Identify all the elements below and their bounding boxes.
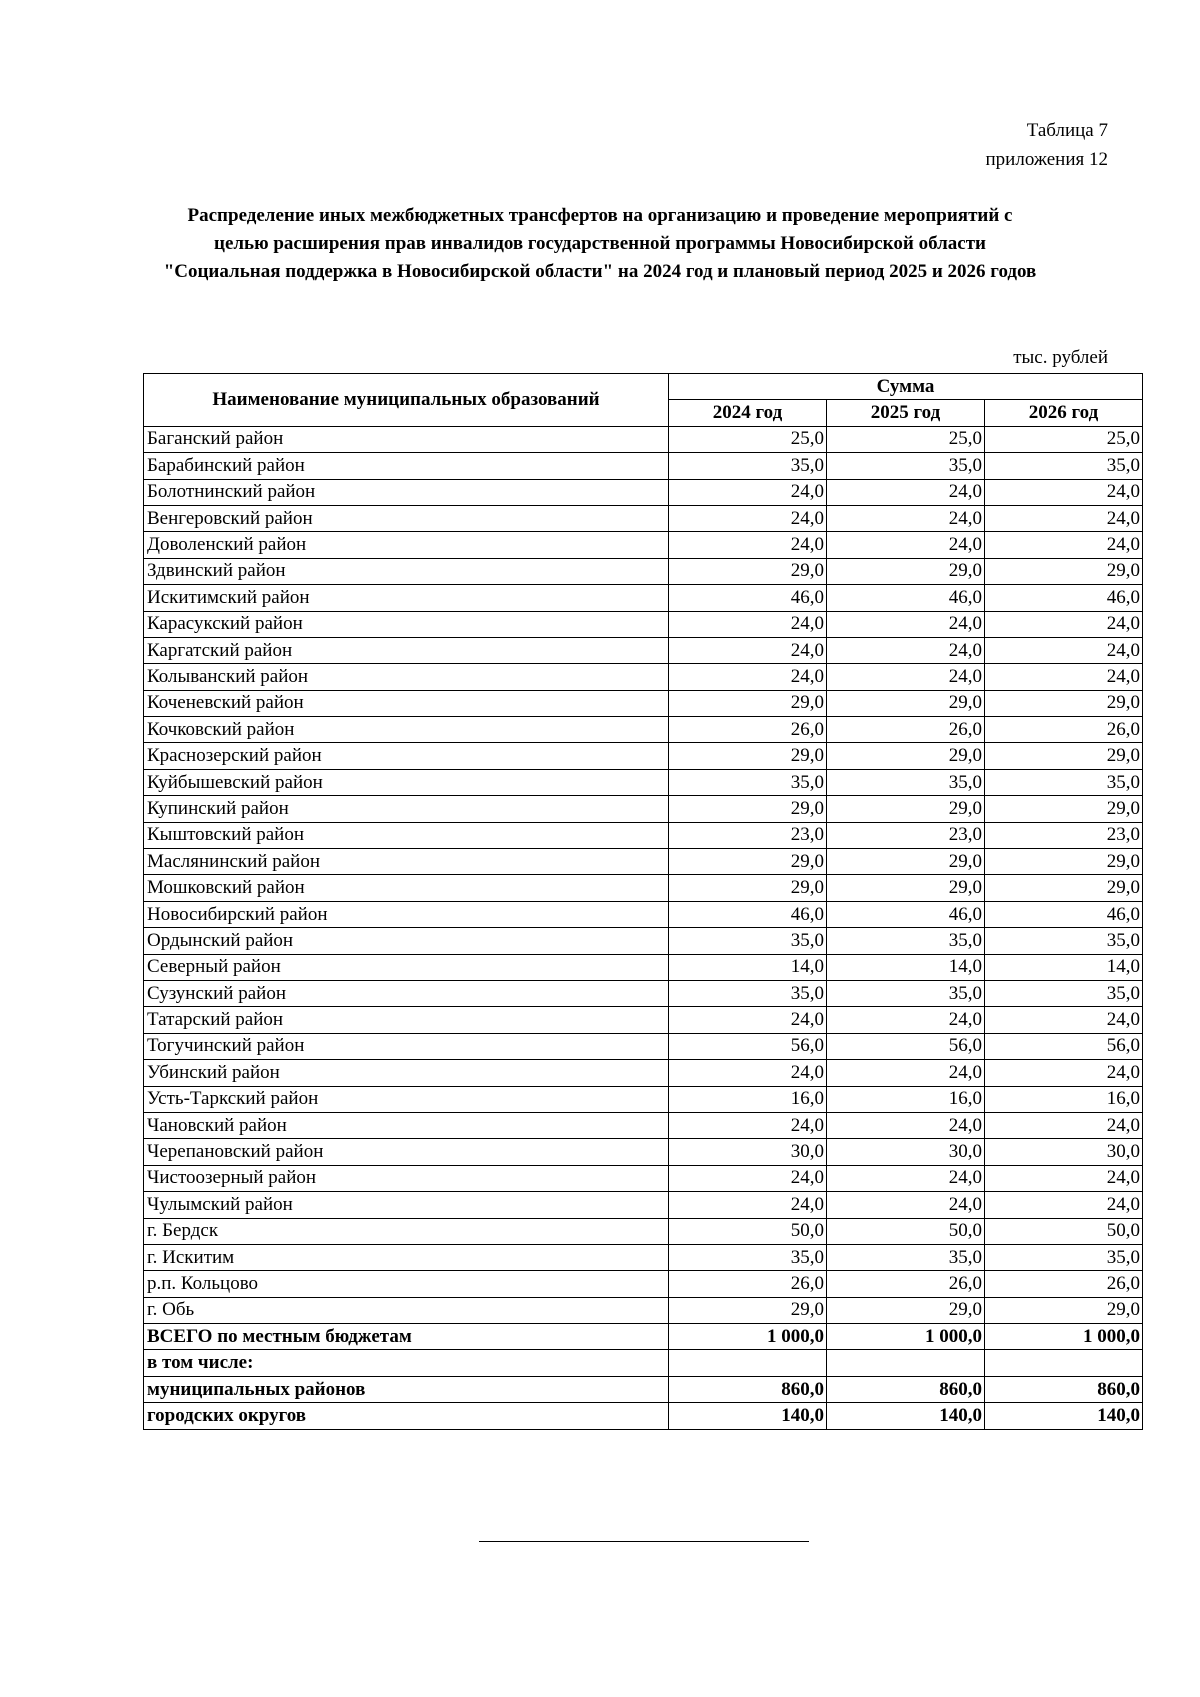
- table-row: [144, 743, 1143, 769]
- amount-cell: 26,0: [669, 717, 827, 743]
- amount-cell: 24,0: [669, 1112, 827, 1138]
- amount-cell: 24,0: [669, 532, 827, 558]
- table-row: [144, 1112, 1143, 1138]
- table-row: [144, 532, 1143, 558]
- amount-cell: 24,0: [985, 664, 1143, 690]
- amount-cell: 29,0: [985, 558, 1143, 584]
- amount-cell: 46,0: [827, 585, 985, 611]
- header-year-2025: 2025 год: [827, 400, 985, 426]
- table-row: [144, 1218, 1143, 1244]
- amount-cell: 29,0: [827, 558, 985, 584]
- table-row: [144, 1376, 1143, 1402]
- amount-cell: 24,0: [669, 1165, 827, 1191]
- municipality-name: Чистоозерный район: [144, 1165, 669, 1191]
- municipality-name: Куйбышевский район: [144, 769, 669, 795]
- municipality-name: Кыштовский район: [144, 822, 669, 848]
- municipality-name: городских округов: [144, 1403, 669, 1429]
- table-row: [144, 1060, 1143, 1086]
- table-row: [144, 717, 1143, 743]
- municipality-name: Болотнинский район: [144, 479, 669, 505]
- amount-cell: 1 000,0: [827, 1324, 985, 1350]
- amount-cell: 29,0: [827, 690, 985, 716]
- amount-cell: 23,0: [985, 822, 1143, 848]
- municipality-name: Чулымский район: [144, 1192, 669, 1218]
- amount-cell: 24,0: [985, 1112, 1143, 1138]
- municipality-name: Ордынский район: [144, 928, 669, 954]
- amount-cell: 30,0: [669, 1139, 827, 1165]
- title-line: "Социальная поддержка в Новосибирской области" на 2024 год и плановый период 2025 и 2026 годов: [163, 261, 1037, 282]
- municipality-name: Искитимский район: [144, 585, 669, 611]
- amount-cell: 24,0: [985, 1165, 1143, 1191]
- municipality-name: р.п. Кольцово: [144, 1271, 669, 1297]
- amount-cell: 29,0: [669, 558, 827, 584]
- amount-cell: 46,0: [669, 901, 827, 927]
- units-label: тыс. рублей: [1013, 347, 1108, 368]
- amount-cell: 56,0: [669, 1033, 827, 1059]
- amount-cell: [985, 1350, 1143, 1376]
- amount-cell: [669, 1350, 827, 1376]
- table-row: [144, 769, 1143, 795]
- header-year-2024: 2024 год: [669, 400, 827, 426]
- municipality-name: в том числе:: [144, 1350, 669, 1376]
- header-municipality: Наименование муниципальных образований: [144, 374, 669, 427]
- amount-cell: 860,0: [669, 1376, 827, 1402]
- table-row: [144, 558, 1143, 584]
- header-sum: Сумма: [669, 374, 1143, 400]
- amount-cell: 24,0: [827, 611, 985, 637]
- amount-cell: 25,0: [827, 426, 985, 452]
- amount-cell: 35,0: [827, 453, 985, 479]
- municipality-name: Татарский район: [144, 1007, 669, 1033]
- table-row: [144, 1271, 1143, 1297]
- municipality-name: Маслянинский район: [144, 849, 669, 875]
- table-row: [144, 1297, 1143, 1323]
- amount-cell: 35,0: [827, 980, 985, 1006]
- amount-cell: 29,0: [669, 743, 827, 769]
- amount-cell: 24,0: [985, 611, 1143, 637]
- table-row: [144, 1033, 1143, 1059]
- municipality-name: Кочковский район: [144, 717, 669, 743]
- amount-cell: 35,0: [669, 1244, 827, 1270]
- amount-cell: 35,0: [827, 769, 985, 795]
- amount-cell: 24,0: [827, 505, 985, 531]
- amount-cell: 29,0: [827, 875, 985, 901]
- amount-cell: 1 000,0: [669, 1324, 827, 1350]
- amount-cell: 50,0: [827, 1218, 985, 1244]
- amount-cell: 24,0: [827, 637, 985, 663]
- table-row: [144, 453, 1143, 479]
- amount-cell: 24,0: [985, 1007, 1143, 1033]
- table-row: [144, 822, 1143, 848]
- amount-cell: 50,0: [669, 1218, 827, 1244]
- amount-cell: 46,0: [827, 901, 985, 927]
- municipality-name: Каргатский район: [144, 637, 669, 663]
- amount-cell: 24,0: [985, 532, 1143, 558]
- amount-cell: 24,0: [827, 664, 985, 690]
- document-title: [130, 202, 1070, 286]
- amount-cell: 24,0: [669, 479, 827, 505]
- amount-cell: 860,0: [827, 1376, 985, 1402]
- amount-cell: 35,0: [985, 769, 1143, 795]
- municipality-name: г. Бердск: [144, 1218, 669, 1244]
- table-row: [144, 1350, 1143, 1376]
- municipality-name: г. Обь: [144, 1297, 669, 1323]
- amount-cell: 24,0: [985, 479, 1143, 505]
- amount-cell: 24,0: [669, 611, 827, 637]
- amount-cell: 14,0: [827, 954, 985, 980]
- municipality-name: Венгеровский район: [144, 505, 669, 531]
- header-year-2026: 2026 год: [985, 400, 1143, 426]
- distribution-table: [143, 373, 1143, 1430]
- amount-cell: 25,0: [669, 426, 827, 452]
- amount-cell: 860,0: [985, 1376, 1143, 1402]
- municipality-name: муниципальных районов: [144, 1376, 669, 1402]
- amount-cell: 29,0: [669, 690, 827, 716]
- amount-cell: 46,0: [985, 585, 1143, 611]
- amount-cell: 29,0: [669, 849, 827, 875]
- amount-cell: 24,0: [669, 637, 827, 663]
- table-row: [144, 980, 1143, 1006]
- amount-cell: 14,0: [985, 954, 1143, 980]
- municipality-name: Доволенский район: [144, 532, 669, 558]
- table-row: [144, 928, 1143, 954]
- amount-cell: 56,0: [827, 1033, 985, 1059]
- municipality-name: Мошковский район: [144, 875, 669, 901]
- amount-cell: 25,0: [985, 426, 1143, 452]
- municipality-name: Убинский район: [144, 1060, 669, 1086]
- amount-cell: 24,0: [669, 505, 827, 531]
- table-row: [144, 611, 1143, 637]
- amount-cell: 24,0: [827, 1165, 985, 1191]
- table-row: [144, 1139, 1143, 1165]
- municipality-name: г. Искитим: [144, 1244, 669, 1270]
- municipality-name: Купинский район: [144, 796, 669, 822]
- amount-cell: 26,0: [827, 717, 985, 743]
- amount-cell: 26,0: [985, 717, 1143, 743]
- amount-cell: 29,0: [985, 849, 1143, 875]
- amount-cell: 26,0: [669, 1271, 827, 1297]
- amount-cell: 29,0: [669, 875, 827, 901]
- municipality-name: Черепановский район: [144, 1139, 669, 1165]
- amount-cell: 29,0: [827, 849, 985, 875]
- municipality-name: Усть-Таркский район: [144, 1086, 669, 1112]
- table-row: [144, 637, 1143, 663]
- table-row: [144, 1192, 1143, 1218]
- amount-cell: 29,0: [827, 743, 985, 769]
- amount-cell: 24,0: [827, 1060, 985, 1086]
- table-row: [144, 1165, 1143, 1191]
- amount-cell: [827, 1350, 985, 1376]
- amount-cell: 30,0: [827, 1139, 985, 1165]
- amount-cell: 24,0: [827, 1112, 985, 1138]
- title-line: Распределение иных межбюджетных трансфертов на организацию и проведение мероприятий с: [187, 205, 1013, 226]
- amount-cell: 35,0: [669, 928, 827, 954]
- amount-cell: 29,0: [669, 1297, 827, 1323]
- amount-cell: 24,0: [669, 1060, 827, 1086]
- amount-cell: 24,0: [985, 637, 1143, 663]
- amount-cell: 140,0: [669, 1403, 827, 1429]
- appendix-caption: приложения 12: [985, 149, 1108, 170]
- municipality-name: Краснозерский район: [144, 743, 669, 769]
- amount-cell: 50,0: [985, 1218, 1143, 1244]
- table-row: [144, 1403, 1143, 1429]
- municipality-name: ВСЕГО по местным бюджетам: [144, 1324, 669, 1350]
- amount-cell: 24,0: [827, 1007, 985, 1033]
- table-row: [144, 796, 1143, 822]
- amount-cell: 35,0: [827, 928, 985, 954]
- municipality-name: Здвинский район: [144, 558, 669, 584]
- table-row: [144, 426, 1143, 452]
- municipality-name: Баганский район: [144, 426, 669, 452]
- municipality-name: Барабинский район: [144, 453, 669, 479]
- amount-cell: 35,0: [985, 928, 1143, 954]
- municipality-name: Колыванский район: [144, 664, 669, 690]
- amount-cell: 29,0: [827, 1297, 985, 1323]
- amount-cell: 14,0: [669, 954, 827, 980]
- municipality-name: Карасукский район: [144, 611, 669, 637]
- amount-cell: 35,0: [985, 980, 1143, 1006]
- amount-cell: 24,0: [827, 1192, 985, 1218]
- table-row: [144, 690, 1143, 716]
- amount-cell: 24,0: [827, 479, 985, 505]
- amount-cell: 24,0: [985, 505, 1143, 531]
- amount-cell: 26,0: [827, 1271, 985, 1297]
- amount-cell: 1 000,0: [985, 1324, 1143, 1350]
- amount-cell: 29,0: [985, 690, 1143, 716]
- amount-cell: 46,0: [669, 585, 827, 611]
- amount-cell: 35,0: [669, 980, 827, 1006]
- municipality-name: Сузунский район: [144, 980, 669, 1006]
- amount-cell: 29,0: [985, 743, 1143, 769]
- table-row: [144, 1007, 1143, 1033]
- municipality-name: Чановский район: [144, 1112, 669, 1138]
- table-row: [144, 875, 1143, 901]
- amount-cell: 23,0: [827, 822, 985, 848]
- amount-cell: 35,0: [985, 1244, 1143, 1270]
- amount-cell: 29,0: [669, 796, 827, 822]
- table-row: [144, 901, 1143, 927]
- table-body: [144, 426, 1143, 1429]
- amount-cell: 26,0: [985, 1271, 1143, 1297]
- table-row: [144, 505, 1143, 531]
- amount-cell: 140,0: [827, 1403, 985, 1429]
- municipality-name: Новосибирский район: [144, 901, 669, 927]
- amount-cell: 24,0: [985, 1192, 1143, 1218]
- amount-cell: 35,0: [985, 453, 1143, 479]
- amount-cell: 35,0: [827, 1244, 985, 1270]
- amount-cell: 16,0: [669, 1086, 827, 1112]
- table-number-caption: Таблица 7: [1026, 120, 1108, 141]
- table-row: [144, 479, 1143, 505]
- amount-cell: 140,0: [985, 1403, 1143, 1429]
- amount-cell: 56,0: [985, 1033, 1143, 1059]
- amount-cell: 29,0: [985, 875, 1143, 901]
- amount-cell: 24,0: [985, 1060, 1143, 1086]
- amount-cell: 35,0: [669, 769, 827, 795]
- amount-cell: 24,0: [669, 664, 827, 690]
- municipality-name: Коченевский район: [144, 690, 669, 716]
- table-row: [144, 664, 1143, 690]
- amount-cell: 24,0: [669, 1192, 827, 1218]
- amount-cell: 29,0: [985, 796, 1143, 822]
- amount-cell: 29,0: [985, 1297, 1143, 1323]
- table-row: [144, 1086, 1143, 1112]
- table-row: [144, 1244, 1143, 1270]
- title-line: целью расширения прав инвалидов государственной программы Новосибирской области: [214, 233, 986, 254]
- amount-cell: 30,0: [985, 1139, 1143, 1165]
- table-row: [144, 954, 1143, 980]
- amount-cell: 24,0: [827, 532, 985, 558]
- table-row: [144, 1324, 1143, 1350]
- municipality-name: Тогучинский район: [144, 1033, 669, 1059]
- table-row: [144, 585, 1143, 611]
- table-row: [144, 849, 1143, 875]
- amount-cell: 24,0: [669, 1007, 827, 1033]
- amount-cell: 46,0: [985, 901, 1143, 927]
- amount-cell: 35,0: [669, 453, 827, 479]
- amount-cell: 16,0: [827, 1086, 985, 1112]
- municipality-name: Северный район: [144, 954, 669, 980]
- amount-cell: 16,0: [985, 1086, 1143, 1112]
- amount-cell: 23,0: [669, 822, 827, 848]
- amount-cell: 29,0: [827, 796, 985, 822]
- end-rule: [479, 1541, 809, 1542]
